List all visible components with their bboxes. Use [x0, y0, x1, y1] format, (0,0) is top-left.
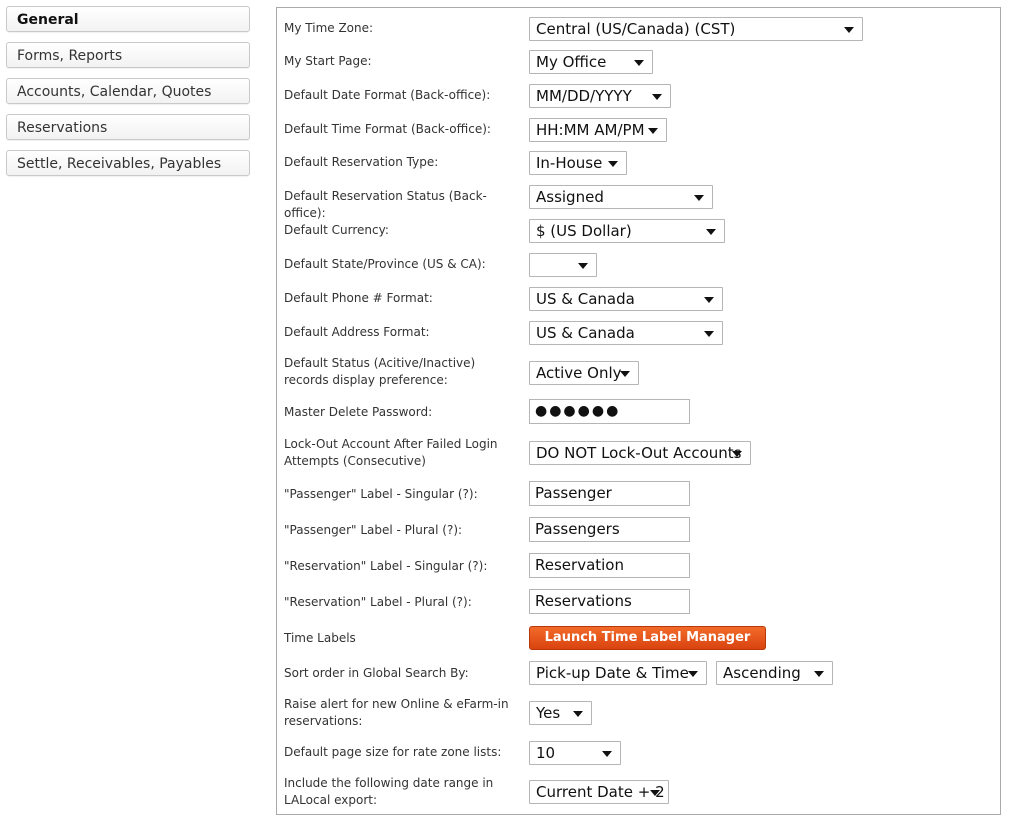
phone-format-select[interactable] [529, 287, 723, 311]
sort-direction-value: Ascending [723, 664, 801, 682]
status-preference-value: Active Only [536, 364, 622, 382]
time-format-select[interactable] [529, 118, 667, 142]
delete-password-label: Master Delete Password: [284, 405, 433, 419]
sort-field-value: Pick-up Date & Time [536, 664, 689, 682]
phone-format-label: Default Phone # Format: [284, 291, 433, 305]
date-format-select[interactable] [529, 84, 671, 108]
time-zone-value: Central (US/Canada) (CST) [536, 20, 736, 38]
passenger-plural-field[interactable]: Passengers [529, 517, 690, 542]
sort-order-label: Sort order in Global Search By: [284, 666, 469, 680]
nav-item-label: Reservations [17, 120, 108, 136]
reservation-status-label: Default Reservation Status (Back-office): [284, 189, 487, 220]
address-format-value: US & Canada [536, 324, 635, 342]
date-range-label: Include the following date range in LALocal export: [284, 776, 494, 807]
page-size-label: Default page size for rate zone lists: [284, 745, 502, 759]
start-page-select[interactable] [529, 50, 653, 74]
currency-value: $ (US Dollar) [536, 222, 632, 240]
page-size-value: 10 [536, 744, 556, 762]
reservation-singular-field[interactable]: Reservation [529, 553, 690, 578]
nav-item-settle-receivables-payables[interactable] [6, 150, 250, 176]
sort-field-select[interactable] [529, 661, 707, 685]
raise-alert-label: Raise alert for new Online & eFarm-in reservations: [284, 697, 509, 728]
launch-time-label-manager-button[interactable]: Launch Time Label Manager [529, 626, 766, 650]
nav-item-forms-reports[interactable] [6, 42, 250, 68]
chevron-down-icon [706, 229, 716, 235]
nav-item-reservations[interactable] [6, 114, 250, 140]
nav-item-label: Settle, Receivables, Payables [17, 156, 222, 172]
settings-nav [6, 6, 250, 186]
status-preference-label: Default Status (Acitive/Inactive) records display preference: [284, 356, 476, 387]
lockout-select[interactable] [529, 441, 751, 465]
reservation-plural-field[interactable]: Reservations [529, 589, 690, 614]
chevron-down-icon [844, 27, 854, 33]
passenger-singular-field[interactable]: Passenger [529, 481, 690, 506]
page-size-select[interactable] [529, 741, 621, 765]
reservation-status-value: Assigned [536, 188, 604, 206]
address-format-select[interactable] [529, 321, 723, 345]
chevron-down-icon [704, 331, 714, 337]
general-settings-panel [276, 7, 1001, 815]
reservation-singular-label: "Reservation" Label - Singular (?): [284, 559, 488, 573]
time-zone-select[interactable] [529, 17, 863, 41]
reservation-type-select[interactable] [529, 151, 627, 175]
chevron-down-icon [652, 94, 662, 100]
start-page-label: My Start Page: [284, 54, 372, 68]
time-labels-label: Time Labels [284, 631, 356, 645]
reservation-plural-label: "Reservation" Label - Plural (?): [284, 595, 472, 609]
date-format-label: Default Date Format (Back-office): [284, 88, 491, 102]
time-format-label: Default Time Format (Back-office): [284, 122, 491, 136]
nav-item-general[interactable] [6, 6, 250, 32]
state-province-label: Default State/Province (US & CA): [284, 257, 486, 271]
chevron-down-icon [648, 128, 658, 134]
state-province-select[interactable] [529, 253, 597, 277]
chevron-down-icon [578, 263, 588, 269]
reservation-status-select[interactable] [529, 185, 713, 209]
chevron-down-icon [704, 297, 714, 303]
chevron-down-icon [608, 161, 618, 167]
currency-label: Default Currency: [284, 223, 389, 237]
chevron-down-icon [650, 790, 660, 796]
passenger-plural-label: "Passenger" Label - Plural (?): [284, 523, 463, 537]
reservation-type-value: In-House [536, 154, 603, 172]
date-range-select[interactable] [529, 780, 669, 804]
date-format-value: MM/DD/YYYY [536, 87, 632, 105]
sort-direction-select[interactable] [716, 661, 833, 685]
chevron-down-icon [688, 671, 698, 677]
chevron-down-icon [620, 371, 630, 377]
delete-password-field[interactable]: ●●●●●● [529, 399, 690, 424]
reservation-type-label: Default Reservation Type: [284, 155, 439, 169]
nav-item-accounts-calendar-quotes[interactable] [6, 78, 250, 104]
time-format-value: HH:MM AM/PM [536, 121, 645, 139]
lockout-label: Lock-Out Account After Failed Login Attempts (Consecutive) [284, 437, 498, 468]
chevron-down-icon [814, 671, 824, 677]
address-format-label: Default Address Format: [284, 325, 430, 339]
time-zone-label: My Time Zone: [284, 21, 374, 35]
start-page-value: My Office [536, 53, 607, 71]
chevron-down-icon [732, 451, 742, 457]
currency-select[interactable] [529, 219, 725, 243]
raise-alert-select[interactable] [529, 701, 592, 725]
status-preference-select[interactable] [529, 361, 639, 385]
date-range-value: Current Date + 2 [536, 783, 665, 801]
nav-item-label: Forms, Reports [17, 48, 123, 64]
raise-alert-value: Yes [536, 704, 561, 722]
chevron-down-icon [634, 60, 644, 66]
nav-item-label: General [17, 12, 79, 28]
chevron-down-icon [694, 195, 704, 201]
nav-item-label: Accounts, Calendar, Quotes [17, 84, 212, 100]
chevron-down-icon [573, 711, 583, 717]
chevron-down-icon [602, 751, 612, 757]
lockout-value: DO NOT Lock-Out Accounts [536, 444, 742, 462]
phone-format-value: US & Canada [536, 290, 635, 308]
passenger-singular-label: "Passenger" Label - Singular (?): [284, 487, 478, 501]
